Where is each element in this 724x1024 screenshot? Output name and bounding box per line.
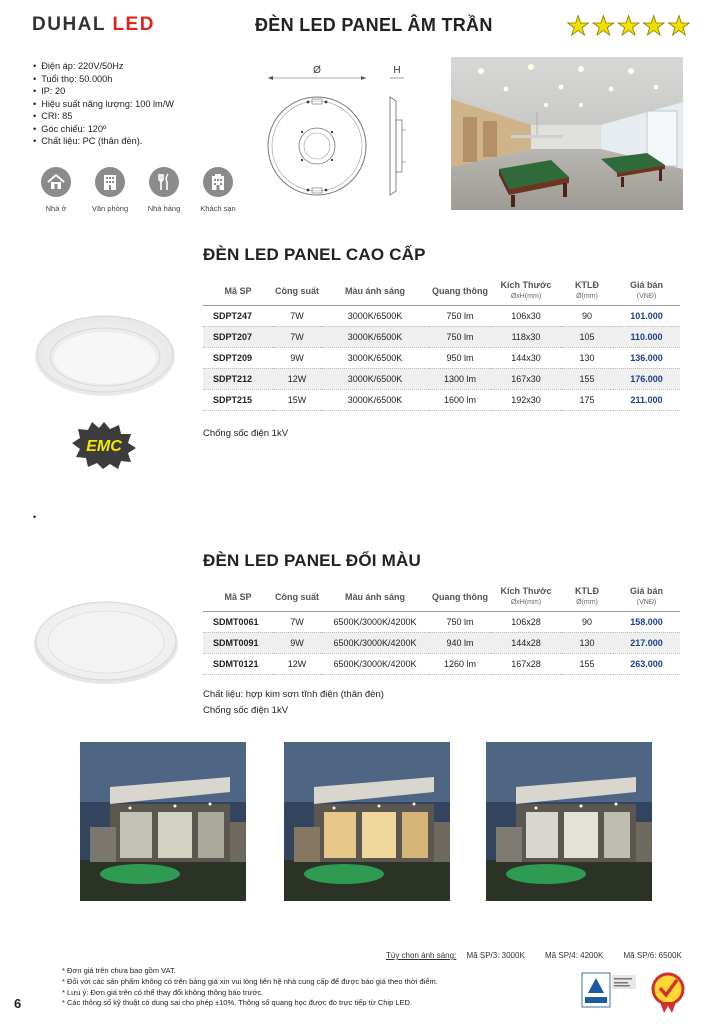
star-icon: ★ (591, 11, 616, 41)
color-change-price-table (203, 583, 680, 675)
table-row: SDPT209 9W 3000K/6500K 950 lm 144x30 130 136.000 (203, 347, 680, 368)
spec-item: • Góc chiếu: 120º (33, 123, 174, 136)
table-row: SDPT212 12W 3000K/6500K 1300 lm 167x30 155 176.000 (203, 368, 680, 389)
table-row: SDPT247 7W 3000K/6500K 750 lm 106x30 90 101.000 (203, 305, 680, 326)
spec-item: • Chất liệu: PC (thân đèn). (33, 135, 174, 148)
application-label: Nhà ở (45, 204, 67, 213)
vietnam-quality-award-icon (653, 974, 683, 1013)
page-title: ĐÈN LED PANEL ÂM TRẦN (255, 15, 493, 35)
house-photo-4200k (284, 742, 450, 901)
application-label: Văn phòng (91, 204, 129, 213)
application-hotel (192, 167, 244, 213)
certification-logos (580, 969, 690, 1015)
spec-item: • Hiệu suất năng lượng: 100 lm/W (33, 98, 174, 111)
spec-item: • CRI: 85 (33, 110, 174, 123)
table-row: SDMT0061 7W 6500K/3000K/4200K 750 lm 106x28 90 158.000 (203, 611, 680, 632)
footnote: * Đối với các sản phẩm không có trên bảng giá xin vui lòng liên hệ nhà cung cấp để được báo giá theo thời điểm. (62, 976, 438, 986)
light-option: Mã SP/4: 4200K (545, 951, 604, 960)
rating-stars (566, 11, 692, 41)
technical-drawing (262, 60, 422, 205)
emc-badge-text: EMC (86, 438, 122, 455)
color-change-panel-image (32, 596, 180, 686)
light-option: Mã SP/3: 3000K (466, 951, 525, 960)
col-header-cutout: KTLĐ Ø(mm) (561, 583, 613, 611)
brand-name: DUHAL (32, 14, 106, 35)
table-row: SDMT0091 9W 6500K/3000K/4200K 940 lm 144x28 130 217.000 (203, 632, 680, 653)
light-option: Mã SP/6: 6500K (623, 951, 682, 960)
premium-price-table (203, 277, 680, 411)
color-change-note-shock: Chống sốc điện 1kV (203, 705, 289, 716)
bullet-marker: • (33, 512, 37, 522)
dim-height-label: H (393, 65, 401, 76)
spec-item: • Tuổi thọ: 50.000h (33, 73, 174, 86)
restaurant-icon (149, 167, 179, 197)
house-photo-3000k (80, 742, 246, 901)
premium-note: Chống sốc điện 1kV (203, 428, 289, 439)
application-restaurant (138, 167, 190, 213)
col-header-color: Màu ánh sáng (321, 583, 429, 611)
hotel-icon (203, 167, 233, 197)
home-icon (41, 167, 71, 197)
emc-badge (70, 420, 138, 470)
light-options (386, 951, 682, 960)
light-options-label: Tùy chọn ánh sáng: (386, 951, 457, 960)
col-header-power: Công suất (273, 583, 321, 611)
table-row: SDPT207 7W 3000K/6500K 750 lm 118x30 105 110.000 (203, 326, 680, 347)
application-office (84, 167, 136, 213)
star-icon: ★ (666, 11, 692, 41)
col-header-size: Kích Thước ØxH(mm) (491, 583, 561, 611)
section-title-color-change: ĐÈN LED PANEL ĐỔI MÀU (203, 551, 421, 570)
application-label: Nhà hàng (147, 204, 181, 213)
page-number: 6 (14, 996, 22, 1011)
col-header-power: Công suất (273, 277, 321, 305)
footnotes (62, 966, 438, 1009)
premium-panel-image (32, 310, 178, 398)
color-change-note-material: Chất liệu: hợp kim sơn tĩnh điện (thân đèn) (203, 689, 384, 700)
footnote: * Lưu ý: Đơn giá trên có thể thay đổi không thông báo trước. (62, 987, 264, 997)
brand-accent: LED (112, 14, 155, 35)
table-row: SDMT0121 12W 6500K/3000K/4200K 1260 lm 167x28 155 263.000 (203, 653, 680, 674)
iso-certification-icon (582, 973, 636, 1007)
star-icon: ★ (616, 11, 641, 41)
col-header-flux: Quang thông (429, 583, 491, 611)
footnote: * Các thông số kỹ thuật có dung sai cho phép ±10%. Thông số quang học được đo trực tiếp từ Chip LED. (62, 998, 412, 1008)
brand-logo (32, 14, 155, 36)
col-header-code: Mã SP (203, 277, 273, 305)
spec-item: • Điện áp: 220V/50Hz (33, 60, 174, 73)
dim-diameter-label: Ø (313, 65, 321, 76)
application-home (30, 167, 82, 213)
house-photo-6500k (486, 742, 652, 901)
col-header-price: Giá bán (VNĐ) (613, 277, 680, 305)
star-icon: ★ (566, 11, 591, 41)
section-title-premium: ĐÈN LED PANEL CAO CẤP (203, 245, 426, 264)
office-icon (95, 167, 125, 197)
spec-list (33, 60, 174, 148)
col-header-cutout: KTLĐ Ø(mm) (561, 277, 613, 305)
table-row: SDPT215 15W 3000K/6500K 1600 lm 192x30 175 211.000 (203, 389, 680, 410)
application-label: Khách sạn (200, 204, 236, 213)
col-header-price: Giá bán (VNĐ) (613, 583, 680, 611)
footnote: * Đơn giá trên chưa bao gồm VAT. (62, 966, 176, 975)
room-photo (451, 57, 683, 210)
col-header-size: Kích Thước ØxH(mm) (491, 277, 561, 305)
col-header-color: Màu ánh sáng (321, 277, 429, 305)
table-header-row (203, 277, 680, 305)
star-icon: ★ (641, 11, 666, 41)
application-icons (30, 167, 246, 213)
table-header-row (203, 583, 680, 611)
col-header-code: Mã SP (203, 583, 273, 611)
spec-item: • IP: 20 (33, 85, 174, 98)
col-header-flux: Quang thông (429, 277, 491, 305)
